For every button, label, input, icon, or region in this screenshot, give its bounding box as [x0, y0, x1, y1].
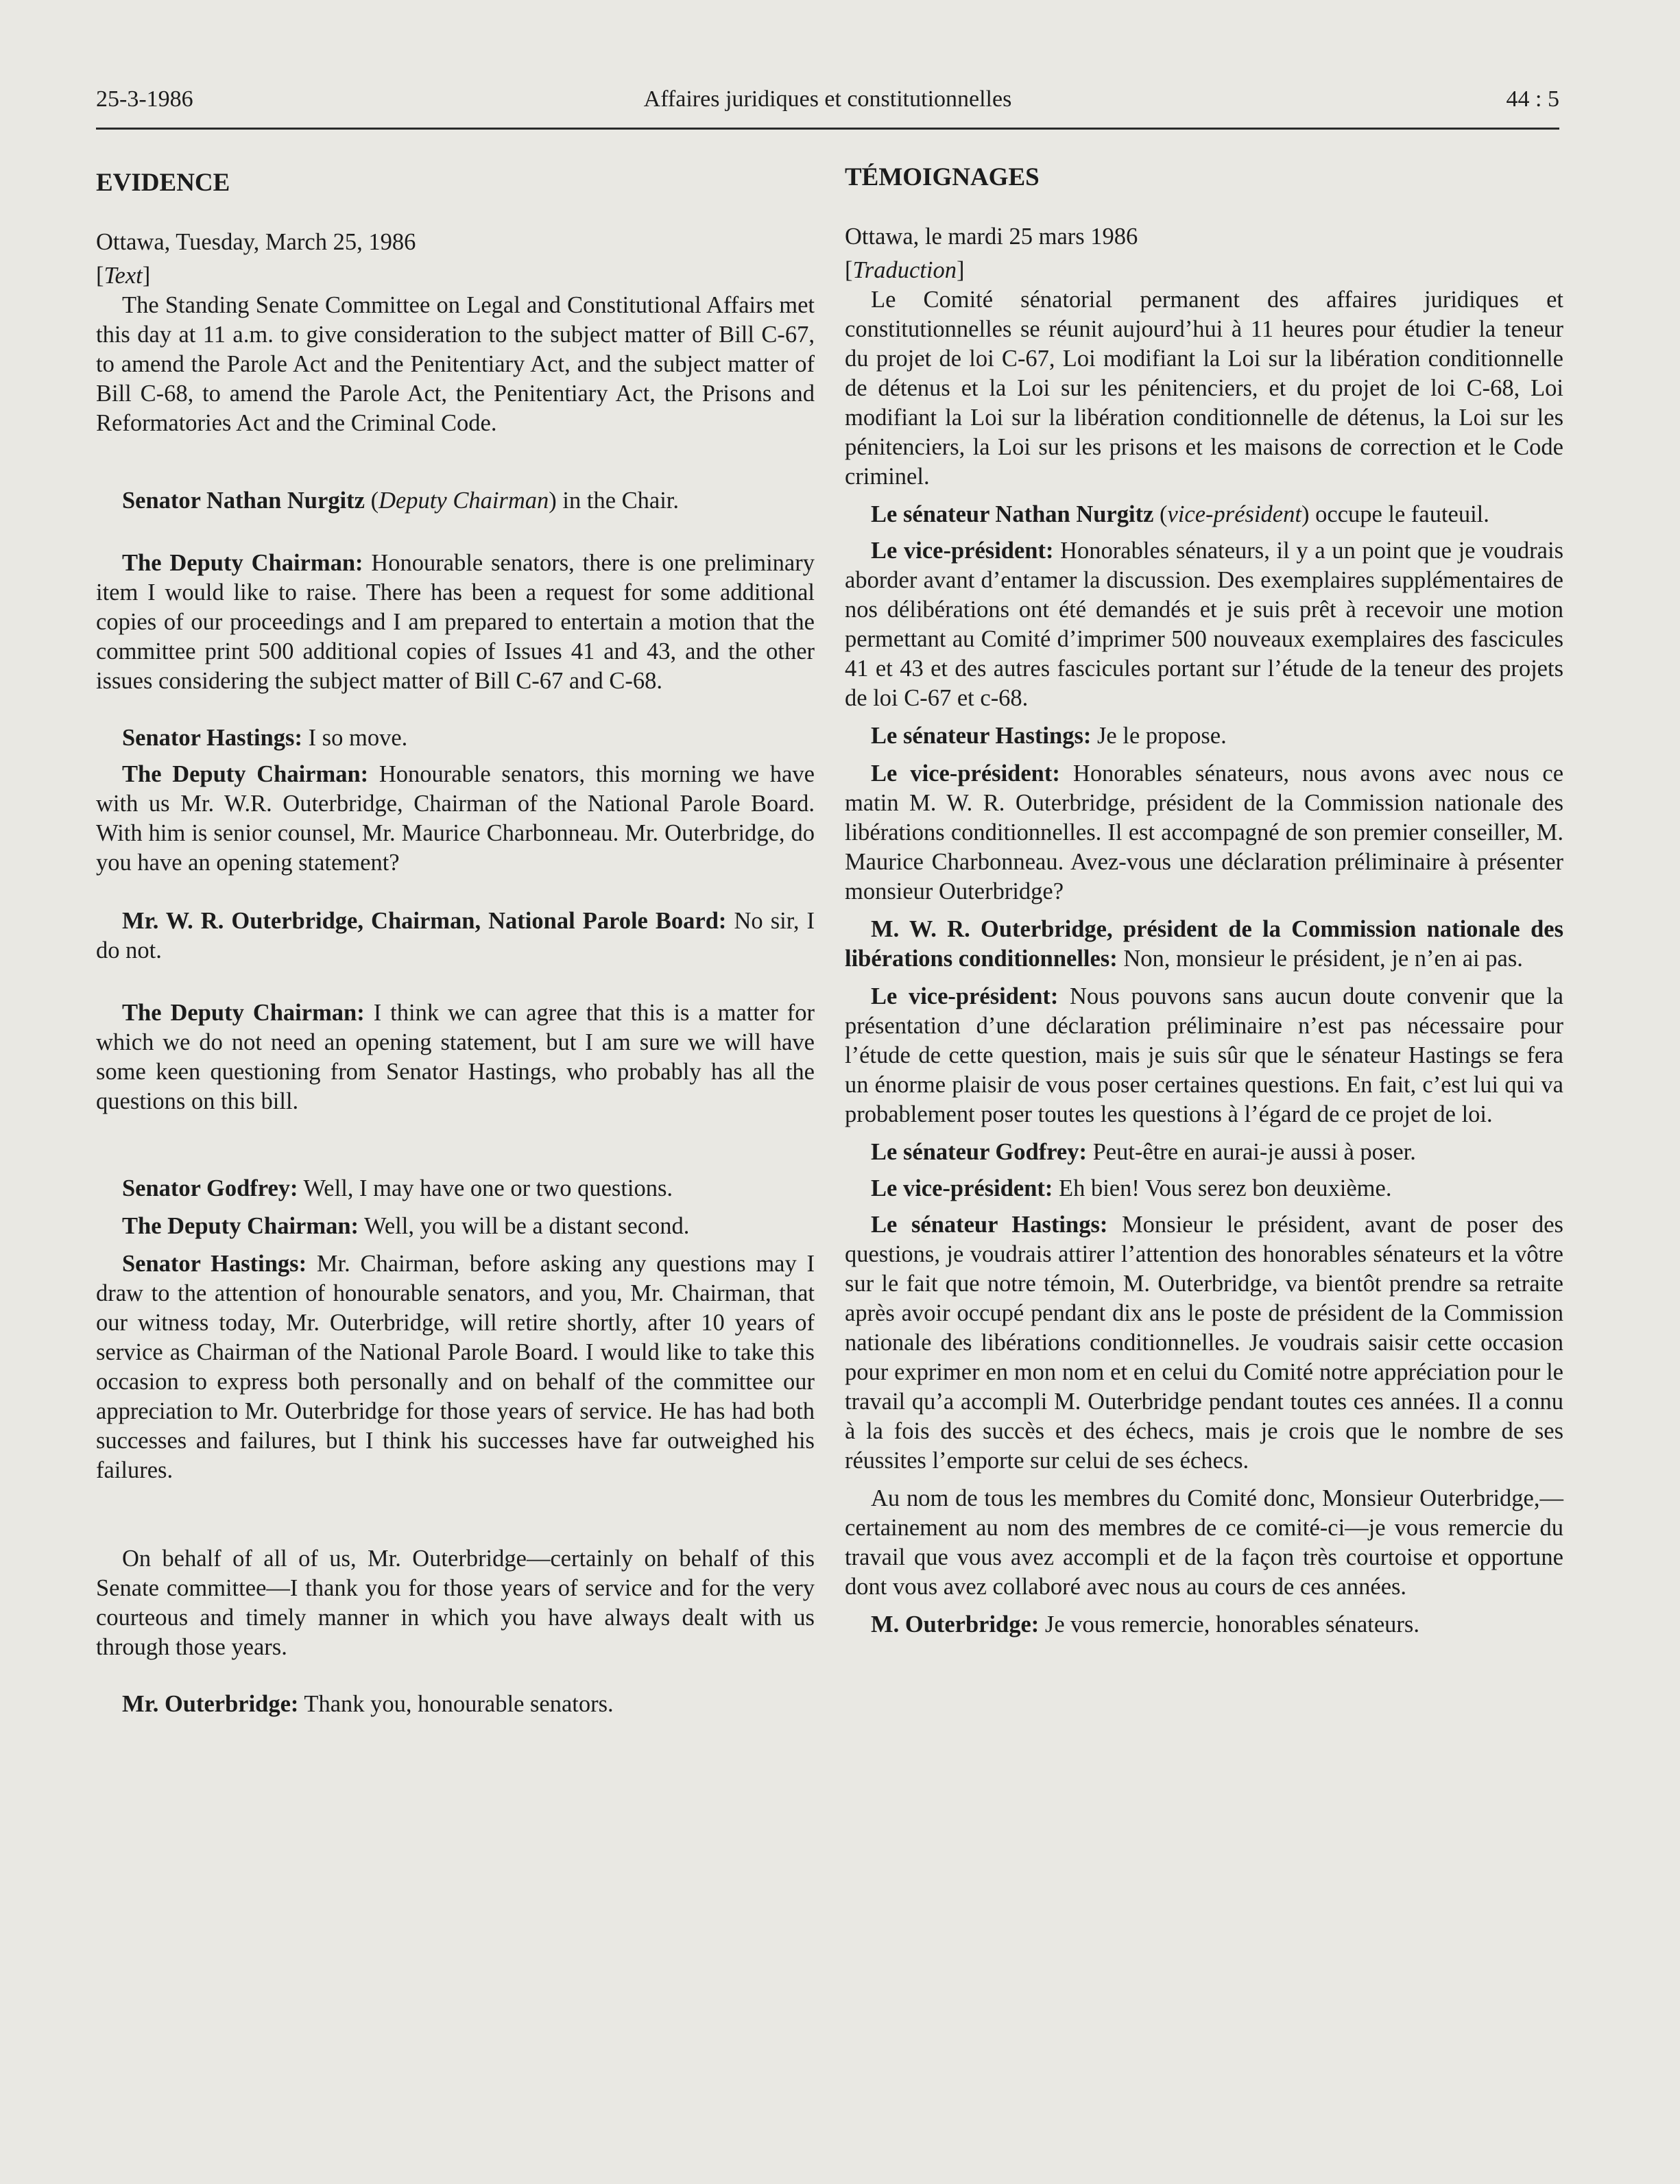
statement-text: Well, I may have one or two questions.	[298, 1175, 673, 1201]
statement-text: Honorables sénateurs, nous avons avec nous ce matin M. W. R. Outerbridge, président de la Commission nationale des libérations conditionnelles. Il est accompagné de son premier conseiller, M. Maurice Charbonneau. Avez-vous une déclaration préliminaire à présenter monsieur Outerbridge?	[845, 760, 1564, 904]
header-date: 25-3-1986	[96, 86, 193, 112]
statement-6	[96, 1174, 815, 1203]
spacer	[845, 1129, 1563, 1138]
temoignages-heading: TÉMOIGNAGES	[845, 163, 1040, 191]
chair-line: Senator Nathan Nurgitz (Deputy Chairman) in the Chair.	[122, 488, 680, 514]
statement-9: Au nom de tous les membres du Comité donc, Monsieur Outerbridge,—certainement au nom des membres de ce comité-ci—je vous remercie du travail que vous avez accompli et de la façon très courtoise et opportune dont vous avez collaboré avec nous au cours de ces années.	[845, 1485, 1563, 1600]
statement-text: Honorables sénateurs, il y a un point que je voudrais aborder avant d’entamer la discussion. Des exemplaires supplémentaires de nos délibérations ont été demandés et je suis prêt à recevoir une motion permettant au Comité d’imprimer 500 nouveaux exemplaires des fascicules 41 et 43 et des autres fascicules portant sur l’étude de la teneur des projets de loi C-67 et c-68.	[845, 538, 1563, 711]
chair-rest: occupe le fauteuil.	[1309, 501, 1489, 527]
statement-2	[845, 721, 1563, 751]
statement-text: No sir, I do not.	[96, 908, 815, 963]
speaker: Le sénateur Hastings:	[871, 723, 1092, 749]
spacer	[96, 965, 815, 998]
page-header	[96, 86, 1559, 126]
text-note: [Text]	[96, 263, 151, 289]
spacer	[845, 1602, 1563, 1610]
statement-text: Je le propose.	[1091, 723, 1227, 749]
statement-10	[845, 1610, 1563, 1640]
statement-text: Monsieur le président, avant de poser des questions, je voudrais attirer l’attention des honorables sénateurs et la vôtre sur le fait que notre témoin, M. Outerbridge, va bientôt prendre sa retraite après avoir occupé pendant dix ans le poste de président de la Commission nationale des libérations conditionnelles. Je voudrais saisir cette occasion pour exprimer en mon nom et en celui du Comité notre appréciation pour le travail qu’a accompli M. Outerbridge pendant toutes ces années. Il a connu à la fois des succès et des échecs, mais je crois que le nombre de ses réussites l’emporte sur celui de ses échecs.	[845, 1212, 1563, 1474]
statement-4	[96, 907, 815, 965]
spacer	[845, 193, 1563, 222]
statement-text: Eh bien! Vous serez bon deuxième.	[1053, 1175, 1392, 1201]
speaker: Mr. Outerbridge:	[122, 1691, 299, 1717]
speaker: The Deputy Chairman:	[122, 1000, 365, 1026]
speaker: Le sénateur Godfrey:	[871, 1139, 1087, 1165]
chair-line: Le sénateur Nathan Nurgitz (vice-président) occupe le fauteuil.	[871, 501, 1489, 527]
spacer	[845, 1167, 1563, 1174]
header-rule	[96, 128, 1559, 130]
speaker: The Deputy Chairman:	[122, 550, 363, 576]
statement-text: Mr. Chairman, before asking any questions may I draw to the attention of honourable senators, and you, Mr. Chairman, that our witness today, Mr. Outerbridge, will retire shortly, after 10 years of service as Chairman of the National Parole Board. I would like to take this occasion to express both personally and on behalf of the committee our appreciation to Mr. Outerbridge for those years of service. He has had both successes and failures, but I think his successes have far outweighed his failures.	[96, 1251, 815, 1483]
spacer	[845, 713, 1563, 721]
intro-paragraph: Le Comité sénatorial permanent des affaires juridiques et constitutionnelles se réunit aujourd’hui à 11 heures pour étudier la teneur du projet de loi C-67, Loi modifiant la Loi sur la libération conditionnelle de détenus et la Loi sur les pénitenciers, et du projet de loi C-68, Loi modifiant la Loi sur la libération conditionnelle de détenus, la Loi sur les pénitenciers, la Loi sur les prisons et les maisons de correction et le Code criminel.	[845, 287, 1563, 490]
spacer	[96, 1203, 815, 1212]
statement-1	[96, 549, 815, 696]
speaker: M. Outerbridge:	[871, 1611, 1040, 1637]
dateline: Ottawa, le mardi 25 mars 1986	[845, 224, 1138, 250]
statement-2	[96, 723, 815, 753]
speaker: Le vice-président:	[871, 983, 1059, 1009]
statement-text: Non, monsieur le président, je n’en ai pas.	[1117, 946, 1523, 972]
speaker: Senator Hastings:	[122, 1251, 307, 1277]
speaker: Le sénateur Hastings:	[871, 1212, 1108, 1238]
statement-text: Je vous remercie, honorables sénateurs.	[1039, 1611, 1419, 1637]
statement-text: Thank you, honourable senators.	[298, 1691, 614, 1717]
spacer	[845, 1203, 1563, 1210]
speaker: The Deputy Chairman:	[122, 761, 369, 787]
spacer	[96, 516, 815, 549]
evidence-heading: EVIDENCE	[96, 169, 230, 197]
spacer	[96, 1116, 815, 1174]
statement-3	[845, 759, 1563, 907]
spacer	[96, 696, 815, 723]
statement-1	[845, 536, 1563, 713]
spacer	[96, 753, 815, 760]
chair-role: Deputy Chairman	[379, 488, 549, 514]
speaker: Senator Godfrey:	[122, 1175, 298, 1201]
speaker: Senator Hastings:	[122, 725, 302, 751]
dateline: Ottawa, Tuesday, March 25, 1986	[96, 229, 416, 255]
spacer	[845, 1476, 1563, 1484]
speaker: Mr. W. R. Outerbridge, Chairman, National Parole Board:	[122, 908, 727, 934]
spacer	[845, 529, 1563, 536]
speaker: Le vice-président:	[871, 760, 1060, 787]
statement-text: I so move.	[302, 725, 408, 751]
statement-5	[845, 982, 1563, 1129]
statement-text: Nous pouvons sans aucun doute convenir que la présentation d’une déclaration préliminaire n’est pas nécessaire pour l’étude de cette question, mais je suis sûr que le sénateur Hastings se fera un énorme plaisir de vous poser certaines questions. En fait, c’est lui qui va probablement poser toutes les questions à l’égard de ce projet de loi.	[845, 983, 1563, 1127]
statement-9: On behalf of all of us, Mr. Outerbridge—certainly on behalf of this Senate committee—I thank you for those years of service and for the very courteous and timely manner in which you have always dealt with us through those years.	[96, 1546, 815, 1660]
french-column	[845, 162, 1563, 1640]
spacer	[96, 1241, 815, 1249]
speaker: Le vice-président:	[871, 1175, 1053, 1201]
statement-3	[96, 760, 815, 878]
statement-6	[845, 1138, 1563, 1167]
chair-name: Senator Nathan Nurgitz	[122, 488, 365, 514]
statement-10	[96, 1690, 815, 1719]
statement-text: Well, you will be a distant second.	[359, 1213, 690, 1239]
speaker: Le vice-président:	[871, 538, 1054, 564]
header-page-number: 44 : 5	[1506, 86, 1559, 112]
spacer	[845, 751, 1563, 759]
statement-text: Honourable senators, this morning we have with us Mr. W.R. Outerbridge, Chairman of the National Parole Board. With him is senior counsel, Mr. Maurice Charbonneau. Mr. Outerbridge, do you have an opening statement?	[96, 761, 815, 876]
chair-name: Le sénateur Nathan Nurgitz	[871, 501, 1154, 527]
spacer	[845, 907, 1563, 915]
english-column	[96, 167, 815, 1719]
header-title: Affaires juridiques et constitutionnelles	[643, 86, 1012, 112]
text-note-label: Traduction	[852, 257, 957, 283]
chair-role: vice-président	[1167, 501, 1301, 527]
statement-7	[96, 1212, 815, 1241]
spacer	[96, 199, 815, 228]
speaker: M. W. R. Outerbridge, président de la Commission nationale des libérations conditionnelles:	[845, 916, 1563, 972]
spacer	[845, 492, 1563, 500]
spacer	[96, 438, 815, 486]
statement-8	[845, 1210, 1563, 1476]
text-note: [Traduction]	[845, 257, 965, 283]
spacer	[96, 1662, 815, 1690]
statement-text: Peut-être en aurai-je aussi à poser.	[1086, 1139, 1416, 1165]
statement-text: Honourable senators, there is one preliminary item I would like to raise. There has been a request for some additional copies of our proceedings and I am prepared to entertain a motion that the committee print 500 additional copies of Issues 41 and 43, and the other issues considering the subject matter of Bill C-67 and C-68.	[96, 550, 815, 694]
statement-text: I think we can agree that this is a matter for which we do not need an opening statement, but I am sure we will have some keen questioning from Senator Hastings, who probably has all the questions on this bill.	[96, 1000, 815, 1114]
statement-5	[96, 998, 815, 1116]
chair-rest: in the Chair.	[556, 488, 680, 514]
statement-4	[845, 915, 1563, 974]
intro-paragraph: The Standing Senate Committee on Legal and Constitutional Affairs met this day at 11 a.m. to give consideration to the subject matter of Bill C-67, to amend the Parole Act and the Penitentiary Act, and the subject matter of Bill C-68, to amend the Parole Act, the Penitentiary Act, the Prisons and Reformatories Act and the Criminal Code.	[96, 292, 815, 436]
statement-8	[96, 1249, 815, 1485]
speaker: The Deputy Chairman:	[122, 1213, 359, 1239]
statement-7	[845, 1174, 1563, 1203]
text-note-label: Text	[104, 263, 143, 289]
spacer	[96, 1485, 815, 1544]
spacer	[96, 878, 815, 907]
spacer	[845, 974, 1563, 982]
